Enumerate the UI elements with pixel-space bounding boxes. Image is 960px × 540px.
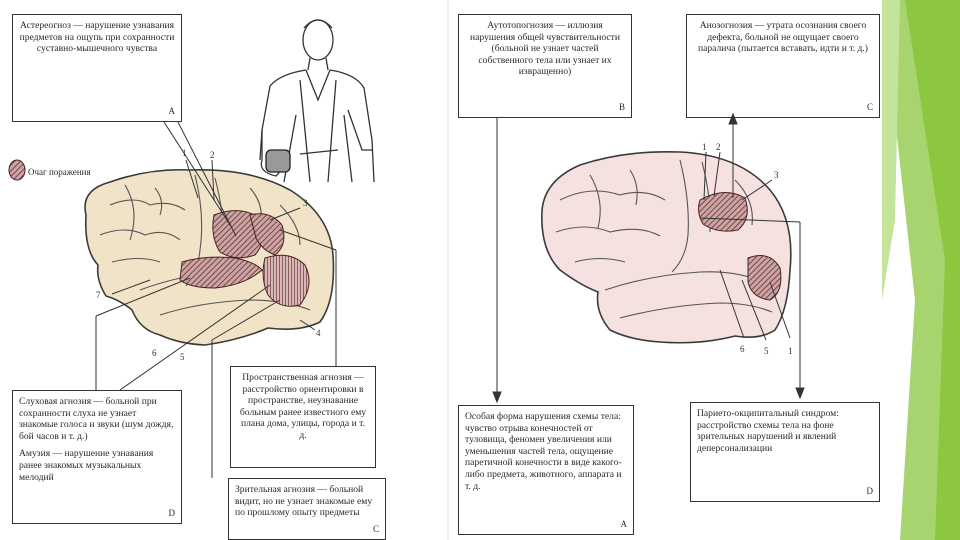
box-astereognosis-text: Астереогноз — нарушение узнавания предметов на ощупь при сохранности суставно-мышечного чувства — [19, 20, 175, 55]
box-auditory-agnosia-text: Слуховая агнозия — больной при сохранности слуха не узнает знакомые голоса и звуки (шум дождя, бой часов и т. д.) — [19, 396, 174, 442]
box-visual-agnosia-text: Зрительная агнозия — больной видит, но не узнает знакомые ему по прошлому опыту предметы — [235, 484, 373, 519]
box-anosognosia-text: Анозогнозия — утрата осознания своего дефекта, больной не ощущает своего паралича (пытается вставать, идти и т. д.) — [697, 20, 868, 55]
box-autotopagnosia-text: Аутотопогнозия — иллюзия нарушения общей чувствительности (больной не узнает частей собственного тела или узнает их извращенно) — [469, 20, 621, 78]
box-spatial-agnosia-text: Пространственная агнозия — расстройство ориентировки в пространстве, неузнавание больным ранее известного ему плана дома, улицы, города и т. д. — [239, 372, 367, 441]
brain-left-num-1: 1 — [182, 148, 187, 158]
brain-right — [493, 114, 804, 402]
brain-left-num-5: 5 — [180, 352, 185, 362]
brain-right-num-6: 6 — [740, 344, 745, 354]
brain-right-num-2: 2 — [716, 142, 721, 152]
brain-left-num-3: 3 — [303, 198, 308, 208]
box-parieto-occipital-letter: D — [866, 486, 873, 497]
box-visual-agnosia-letter: C — [372, 524, 379, 535]
box-body-schema-text: Особая форма нарушения схемы тела: чувство отрыва конечностей от туловища, феномен увеличения или уменьшения частей тела, ощущение паретичной конечности в виде какого-либо предмета, животного, аппарата и т. д. — [465, 411, 622, 492]
brain-left-num-2: 2 — [210, 150, 215, 160]
brain-right-num-5: 5 — [764, 346, 769, 356]
legend-label: Очаг поражения — [28, 167, 91, 177]
box-amusia-text: Амузия — нарушение узнавания ранее знакомых музыкальных мелодий — [19, 448, 154, 483]
box-autotopagnosia-letter: B — [618, 102, 625, 113]
brain-left — [85, 122, 336, 478]
box-auditory-agnosia-letter: D — [168, 508, 175, 519]
brain-left-num-7: 7 — [96, 290, 101, 300]
brain-right-num-1: 1 — [702, 142, 707, 152]
box-anosognosia-letter: C — [866, 102, 873, 113]
brain-right-num-1b: 1 — [788, 346, 793, 356]
brain-right-num-3: 3 — [774, 170, 779, 180]
box-parieto-occipital-text: Парието-окципитальный синдром: расстройство схемы тела на фоне зрительных нарушений и явлений деперсонализации — [697, 408, 839, 454]
brain-left-num-4: 4 — [316, 328, 321, 338]
brain-left-num-6: 6 — [152, 348, 157, 358]
legend-swatch — [9, 160, 25, 180]
box-body-schema-letter: A — [620, 519, 627, 530]
box-astereognosis-letter: A — [168, 106, 175, 117]
patient-figure — [260, 20, 374, 182]
